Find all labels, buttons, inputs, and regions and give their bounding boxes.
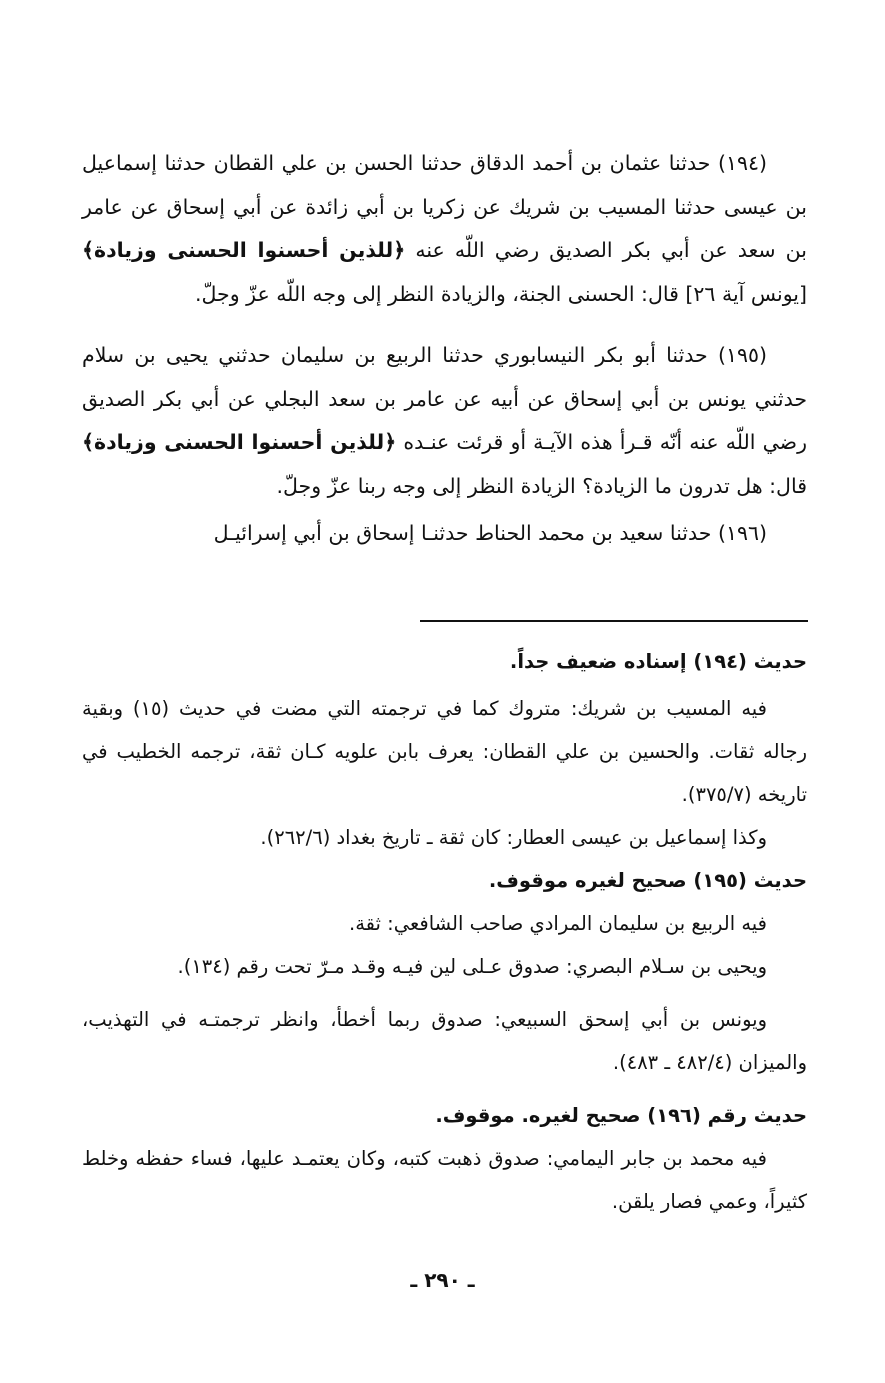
- hadith-194-verse: ﴿للذين أحسنوا الحسنى وزيادة﴾: [82, 238, 406, 262]
- hadith-194: [82, 142, 807, 316]
- note-195-paragraph-1: فيه الربيع بن سليمان المرادي صاحب الشافعي: ثقة.: [349, 912, 767, 935]
- note-195-paragraph-2: ويحيى بن سـلام البصري: صدوق عـلى لين فيـه وقـد مـرّ تحت رقم (١٣٤).: [177, 955, 767, 978]
- note-194-paragraph-1: فيه المسيب بن شريك: متروك كما في ترجمته التي مضت في حديث (١٥) وبقية رجاله ثقات. والحسين بن علي القطان: يعرف بابن علويه كـان ثقة، ترجمه الخطيب في تاريخه (٣٧٥/٧).: [82, 697, 807, 806]
- hadith-195-verse: ﴿للذين أحسنوا الحسنى وزيادة﴾: [82, 430, 397, 454]
- page-number: ـ ٢٩٠ ـ: [410, 1268, 475, 1292]
- note-196-paragraph-1: فيه محمد بن جابر اليمامي: صدوق ذهبت كتبه، وكان يعتمـد عليها، فساء حفظه وخلط كثيراً، وعمي فصار يلقن.: [82, 1147, 807, 1213]
- hadith-195: [82, 334, 807, 508]
- note-195-paragraph-3: ويونس بن أبي إسحق السبيعي: صدوق ربما أخطأ، وانظر ترجمتـه في التهذيب، والميزان (٤٨٢/٤ ـ ٤٨٣).: [82, 1008, 807, 1074]
- hadith-194-lead: (١٩٤) حدثنا عثمان بن أحمد الدقاق حدثنا الحسن بن علي القطان حدثنا إسماعيل بن عيسى حدثنا المسيب بن شريك عن زكريا بن أبي زائدة عن أبي إسحاق عن عامر بن سعد عن أبي بكر الصديق رضي اللّه عنه: [82, 151, 807, 262]
- hadith-195-rest: قال: هل تدرون ما الزيادة؟ الزيادة النظر إلى وجه ربنا عزّ وجلّ.: [276, 473, 807, 498]
- note-195-heading: حديث (١٩٥) صحيح لغيره موقوف.: [488, 869, 807, 892]
- note-194-heading: حديث (١٩٤) إسناده ضعيف جداً.: [509, 650, 807, 673]
- footnote-divider: [420, 620, 808, 622]
- note-194-paragraph-2: وكذا إسماعيل بن عيسى العطار: كان ثقة ـ تاريخ بغداد (٢٦٢/٦).: [260, 826, 767, 849]
- hadith-194-rest: [يونس آية ٢٦] قال: الحسنى الجنة، والزيادة النظر إلى وجه اللّه عزّ وجلّ.: [195, 281, 807, 306]
- note-196-heading: حديث رقم (١٩٦) صحيح لغيره. موقوف.: [435, 1104, 807, 1127]
- hadith-195-lead: (١٩٥) حدثنا أبو بكر النيسابوري حدثنا الربيع بن سليمان حدثني يحيى بن سلام حدثني يونس بن أبي إسحاق عن أبيه عن عامر بن سعد البجلي عن أبي بكر الصديق رضي اللّه عنه أنّه قـرأ هذه الآيـة أو قرئت عنـده: [82, 343, 807, 454]
- footnotes: [82, 640, 807, 1223]
- hadith-196: (١٩٦) حدثنا سعيد بن محمد الحناط حدثنـا إسحاق بن أبي إسرائيـل: [213, 521, 767, 545]
- main-text: [82, 142, 807, 556]
